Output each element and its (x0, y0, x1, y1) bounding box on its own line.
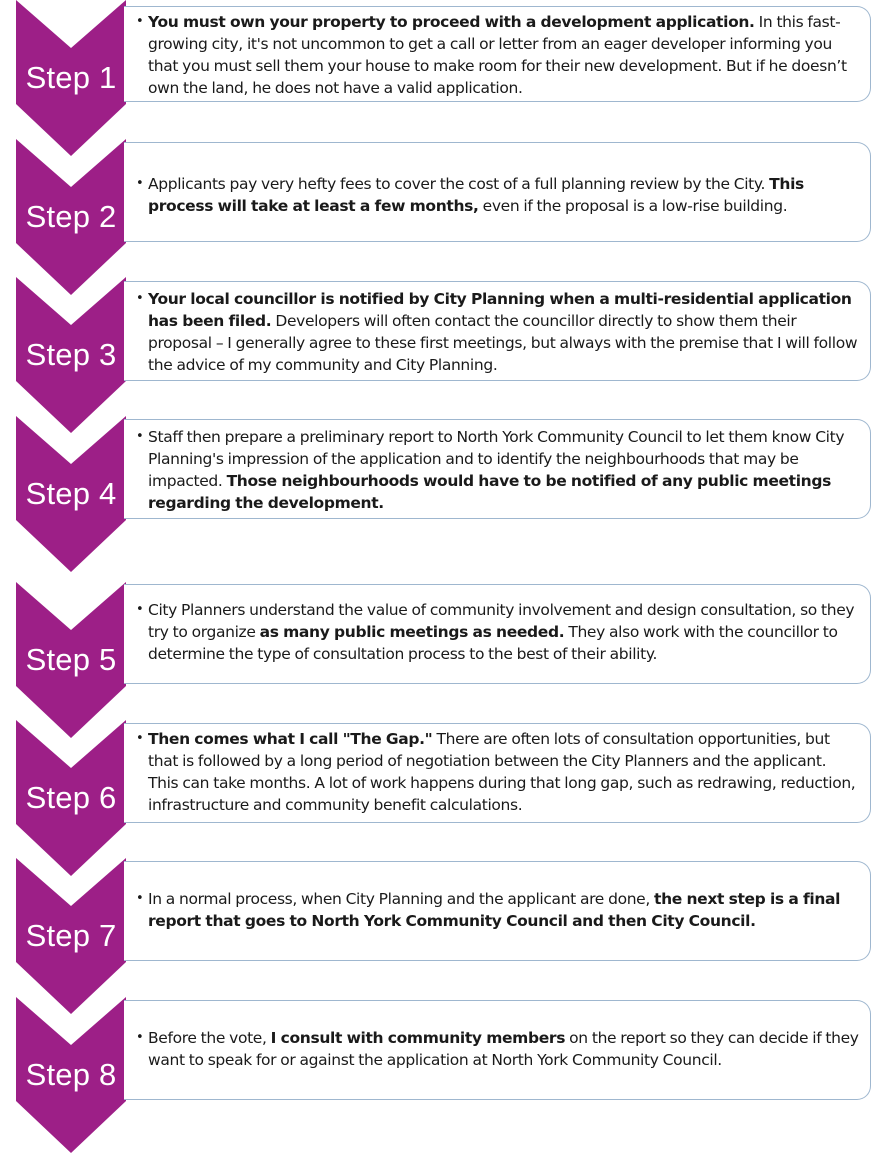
bullet-icon: • (136, 291, 144, 306)
bold-text-segment: This process will take at least a few months, (148, 175, 804, 215)
bold-text-segment: You must own your property to proceed with a development application. (148, 13, 755, 31)
step-5 (0, 582, 885, 742)
step-2-description (137, 173, 860, 217)
bullet-icon: • (136, 176, 144, 191)
step-3-description (137, 288, 860, 376)
text-segment: even if the proposal is a low-rise building. (478, 197, 788, 215)
text-segment: on the report so they can decide if they want to speak for or against the application at North York Community Council. (148, 1029, 859, 1069)
step-6-description (137, 728, 860, 816)
step-7 (0, 858, 885, 1018)
text-segment: They also work with the councillor to determine the type of consultation process to the best of their ability. (148, 623, 838, 663)
step-3 (0, 277, 885, 437)
bullet-icon: • (136, 731, 144, 746)
step-6-label: Step 6 (25, 780, 117, 815)
bold-text-segment: Then comes what I call "The Gap." (148, 730, 433, 748)
bold-text-segment: Your local councillor is notified by City Planning when a multi-residential application has been filed. (148, 290, 852, 330)
text-segment: Before the vote, (148, 1029, 271, 1047)
text-segment: Applicants pay very hefty fees to cover the cost of a full planning review by the City. (148, 175, 770, 193)
step-3-description-box (124, 281, 871, 381)
bullet-icon: • (136, 429, 144, 444)
step-8-description-box (124, 1000, 871, 1100)
bold-text-segment: Those neighbourhoods would have to be notified of any public meetings regarding the development. (148, 472, 831, 512)
step-8-label: Step 8 (25, 1057, 117, 1092)
bullet-icon: • (136, 602, 144, 617)
step-2 (0, 139, 885, 299)
step-1-description-box (124, 6, 871, 102)
text-segment: City Planners understand the value of community involvement and design consultation, so they try to organize (148, 601, 855, 641)
step-2-label: Step 2 (25, 199, 117, 234)
bold-text-segment: I consult with community members (270, 1029, 566, 1047)
step-7-description (137, 888, 860, 932)
bold-text-segment: as many public meetings as needed. (259, 623, 565, 641)
text-segment: In a normal process, when City Planning and the applicant are done, (148, 890, 655, 908)
step-5-description-box (124, 584, 871, 684)
step-6 (0, 720, 885, 880)
bullet-icon: • (136, 1030, 144, 1045)
bold-text-segment: the next step is a final report that goes to North York Community Council and then City Council. (148, 890, 841, 930)
step-8 (0, 997, 885, 1157)
step-2-description-box (124, 142, 871, 242)
text-segment: Staff then prepare a preliminary report to North York Community Council to let them know City Planning's impression of the application and to identify the neighbourhoods that may be impacted. (148, 428, 845, 490)
step-7-description-box (124, 861, 871, 961)
step-8-description (137, 1027, 860, 1071)
step-3-label: Step 3 (25, 337, 117, 372)
text-segment: There are often lots of consultation opportunities, but that is followed by a long period of negotiation between the City Planners and the applicant. This can take months. A lot of work happens during that long gap, such as redrawing, reduction, infrastructure and community benefit calculations. (148, 730, 856, 814)
text-segment: In this fast-growing city, it's not uncommon to get a call or letter from an eager developer informing you that you must sell them your house to make room for their new development. But if he doesn’t own the land, he does not have a valid application. (148, 13, 847, 97)
bullet-icon: • (136, 14, 144, 29)
step-7-label: Step 7 (25, 918, 117, 953)
bullet-icon: • (136, 891, 144, 906)
text-segment: Developers will often contact the councillor directly to show them their proposal – I generally agree to these first meetings, but always with the premise that I will follow the advice of my community and City Planning. (148, 312, 858, 374)
step-1-label: Step 1 (25, 60, 117, 95)
step-1 (0, 0, 885, 160)
step-4-label: Step 4 (25, 476, 117, 511)
step-1-description (137, 11, 860, 99)
step-5-description (137, 599, 860, 665)
step-4 (0, 416, 885, 576)
step-4-description-box (124, 419, 871, 519)
step-4-description (137, 426, 860, 514)
step-6-description-box (124, 723, 871, 823)
step-5-label: Step 5 (25, 642, 117, 677)
